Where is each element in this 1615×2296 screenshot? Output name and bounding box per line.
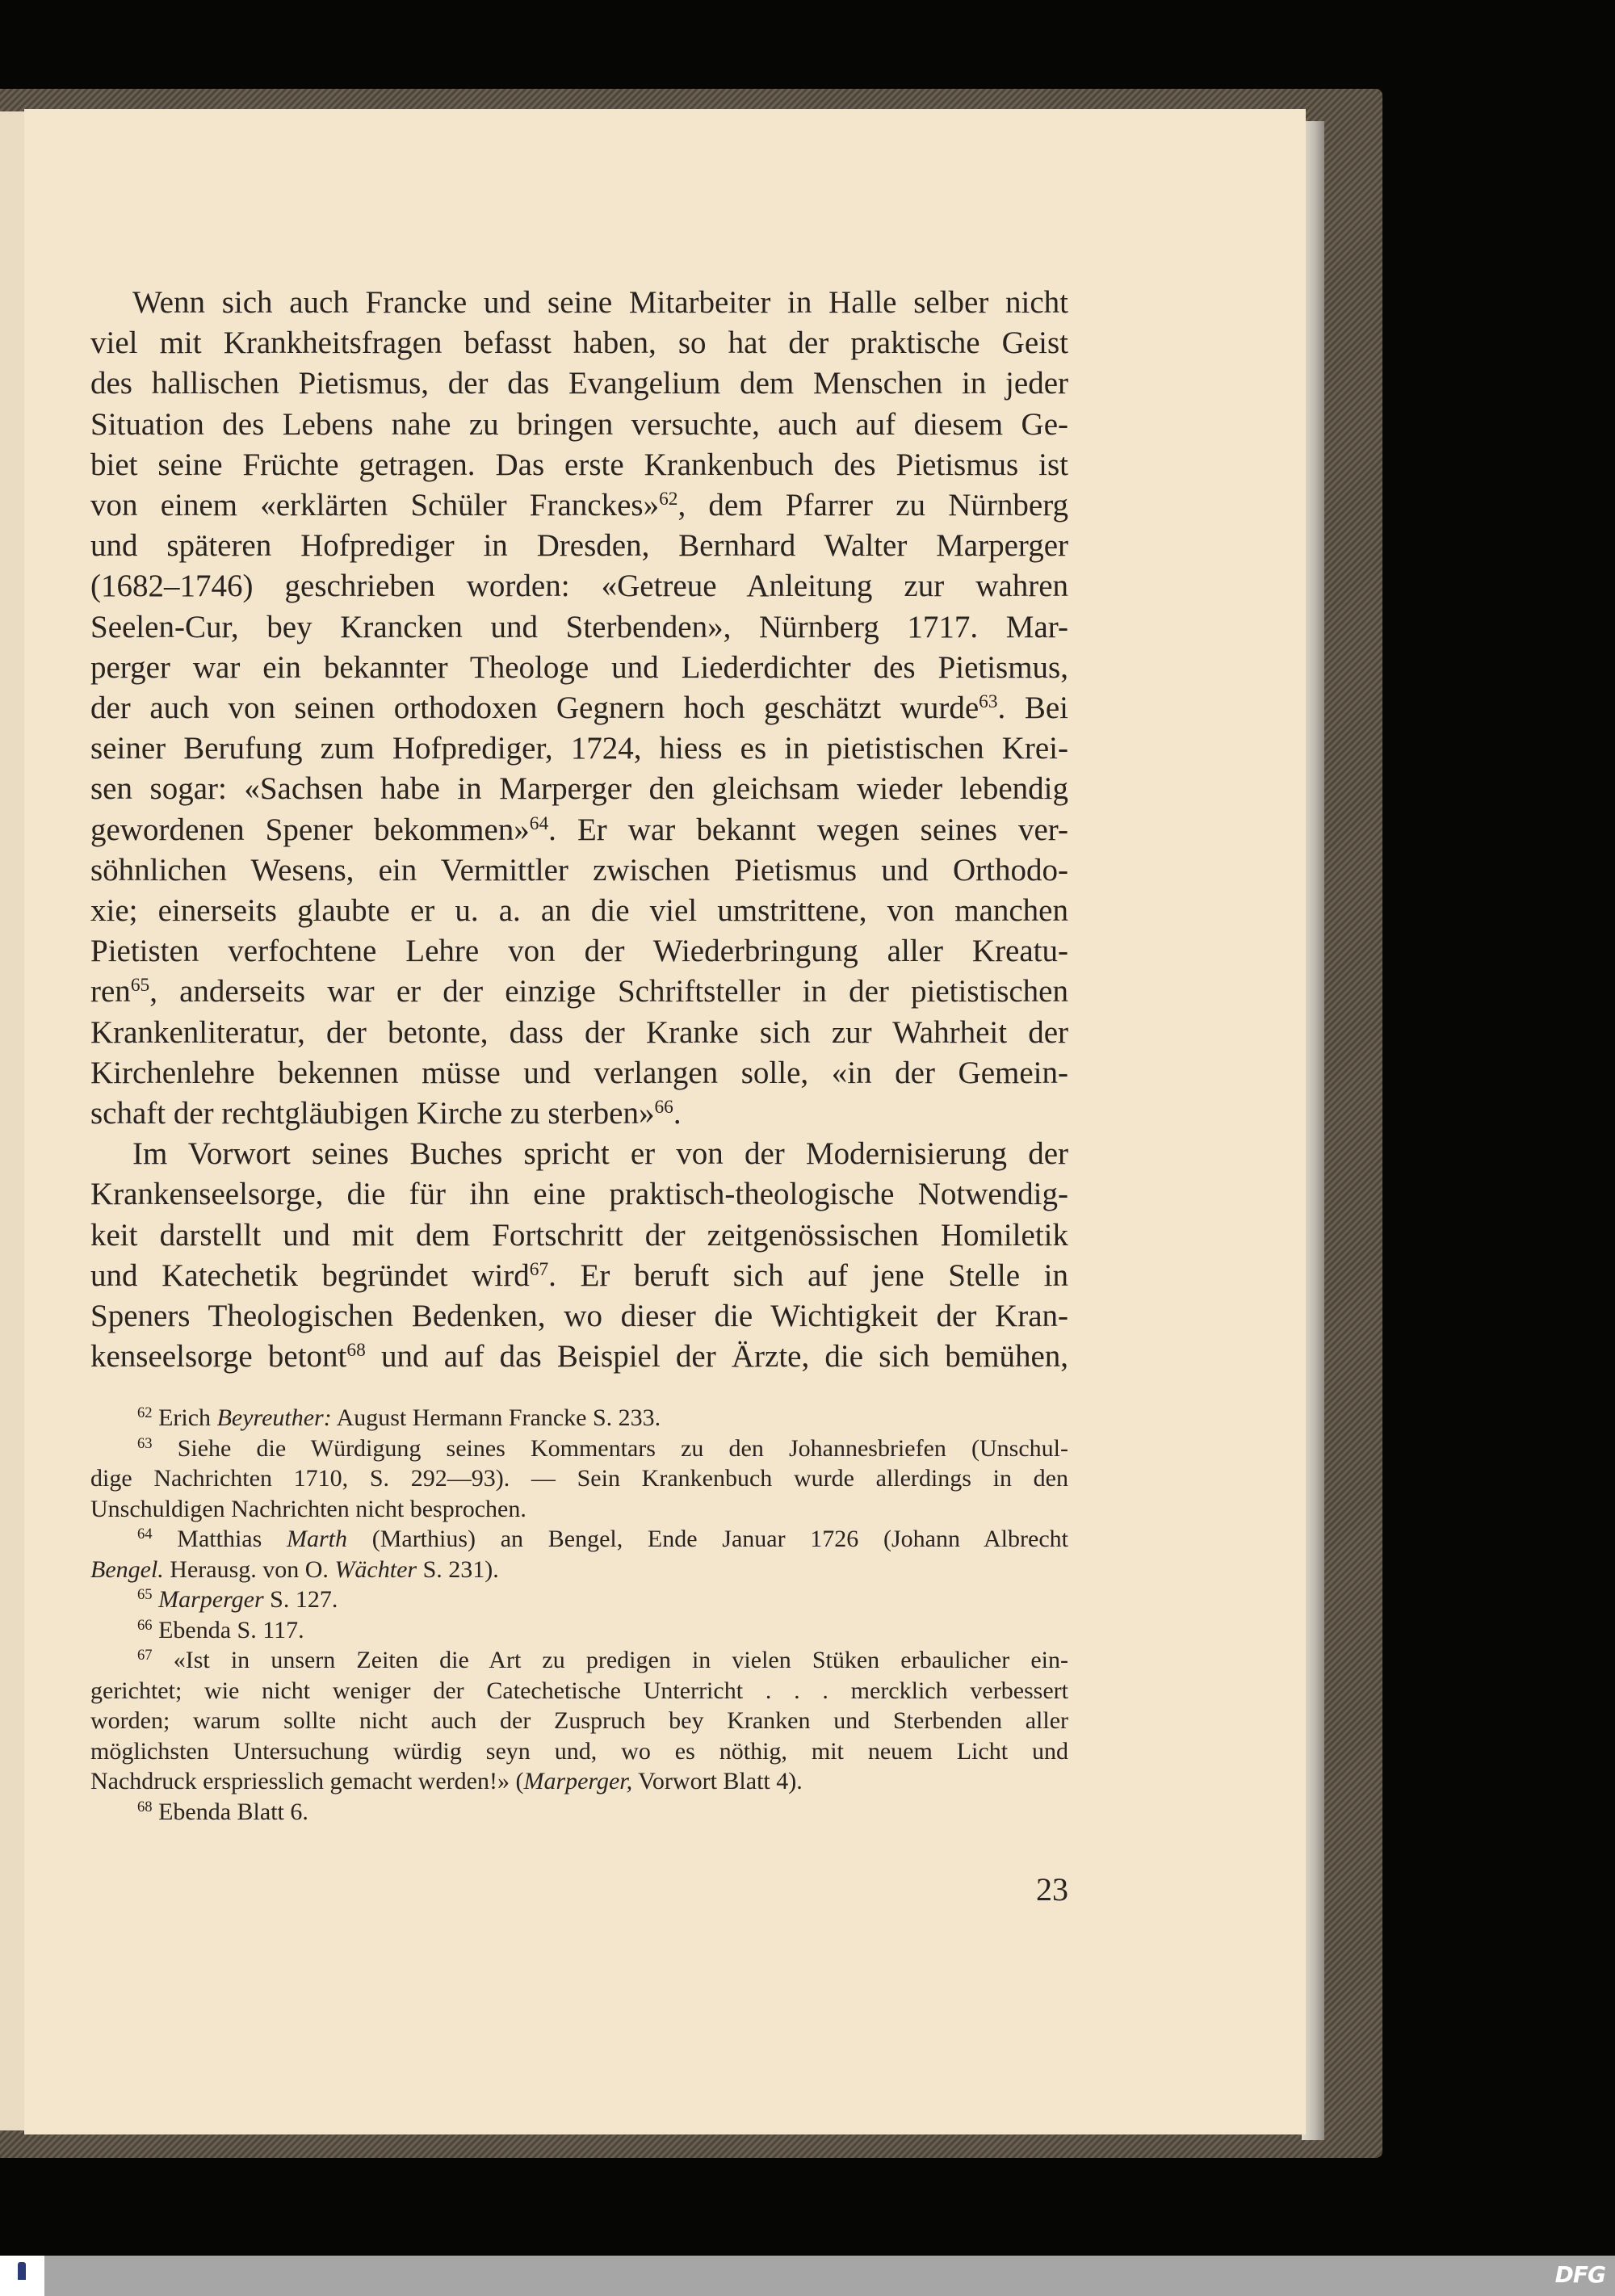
text-run: der auch von seinen orthodoxen Gegnern hoch geschätzt wurde <box>90 690 979 726</box>
text-run: «Ist in unsern Zeiten die Art zu predigen in vielen Stüken erbaulicher ein- <box>152 1647 1068 1673</box>
footnote-line <box>90 1524 1068 1555</box>
text-run: Situation des Lebens nahe zu bringen versuchte, auch auf diesem Ge- <box>90 406 1068 442</box>
text-run: Ebenda S. 117. <box>152 1616 304 1643</box>
footnote-ref: 67 <box>529 1259 549 1281</box>
body-line <box>90 769 1068 809</box>
body-line <box>90 1256 1068 1296</box>
italic-text: Marperger <box>158 1586 264 1613</box>
footnote-line <box>90 1585 1068 1615</box>
text-run: söhnlichen Wesens, ein Vermittler zwischen Pietismus und Orthodo- <box>90 852 1068 888</box>
footnote-line <box>90 1645 1068 1676</box>
body-line <box>90 931 1068 972</box>
text-run: sen sogar: «Sachsen habe in Marperger den gleichsam wieder lebendig <box>90 771 1068 807</box>
footnote-ref: 66 <box>137 1616 153 1634</box>
text-run <box>153 1586 159 1613</box>
italic-text: Wächter <box>334 1555 417 1583</box>
text-run: xie; einerseits glaubte er u. a. an die viel umstrittene, von manchen <box>90 893 1068 929</box>
text-run: von einem «erklärten Schüler Franckes» <box>90 488 660 523</box>
footnote-ref: 62 <box>659 489 678 510</box>
text-run: biet seine Früchte getragen. Das erste Krankenbuch des Pietismus ist <box>90 447 1068 482</box>
footnote-ref: 63 <box>979 691 998 713</box>
page-number: 23 <box>1036 1871 1068 1908</box>
text-run: Ebenda Blatt 6. <box>152 1798 308 1825</box>
text-run: . Bei <box>997 690 1068 726</box>
footnote-line <box>90 1433 1068 1464</box>
footnote-ref: 67 <box>137 1646 153 1664</box>
dfg-logo: DFG <box>1554 2261 1605 2288</box>
text-run: schaft der rechtgläubigen Kirche zu sterben» <box>90 1096 655 1131</box>
body-line <box>90 283 1068 323</box>
text-run: , dem Pfarrer zu Nürnberg <box>677 488 1068 523</box>
text-run: Vorwort Blatt 4). <box>632 1768 803 1794</box>
footnote-line <box>90 1463 1068 1494</box>
text-run: viel mit Krankheitsfragen befasst haben, so hat der praktische Geist <box>90 325 1068 361</box>
body-line <box>90 566 1068 607</box>
body-line <box>90 972 1068 1012</box>
text-run: . Er war bekannt wegen seines ver- <box>548 812 1069 847</box>
footnote-ref: 68 <box>137 1798 153 1815</box>
footnote-ref: 65 <box>130 975 150 997</box>
body-line <box>90 1174 1068 1215</box>
body-line <box>90 728 1068 769</box>
text-run: Nachdruck erspriesslich gemacht werden!» ( <box>90 1768 524 1794</box>
body-line <box>90 1337 1068 1377</box>
text-run: Erich <box>152 1404 217 1431</box>
footnote-ref: 65 <box>137 1585 153 1603</box>
footnote-ref: 63 <box>137 1434 153 1452</box>
body-line <box>90 1296 1068 1337</box>
footnote-line <box>90 1615 1068 1646</box>
body-line <box>90 810 1068 850</box>
text-run: (1682–1746) geschrieben worden: «Getreue Anleitung zur wahren <box>90 569 1068 604</box>
body-line <box>90 1093 1068 1134</box>
body-line <box>90 445 1068 485</box>
body-line <box>90 323 1068 363</box>
text-run: Herausg. von O. <box>163 1555 335 1583</box>
text-run: Matthias <box>152 1526 287 1552</box>
text-run: (Marthius) an Bengel, Ende Januar 1726 (Johann Albrecht <box>347 1526 1068 1552</box>
footnote-ref: 68 <box>346 1340 366 1362</box>
footnote-line <box>90 1555 1068 1585</box>
body-line <box>90 1013 1068 1053</box>
body-line <box>90 607 1068 648</box>
footnote-line <box>90 1736 1068 1767</box>
text-run: S. 231). <box>417 1555 499 1583</box>
text-run: perger war ein bekannter Theologe und Liederdichter des Pietismus, <box>90 649 1068 685</box>
library-logo-icon <box>0 2256 44 2296</box>
text-run: Krankenseelsorge, die für ihn eine praktisch-theologische Notwendig- <box>90 1177 1068 1212</box>
body-line <box>90 1215 1068 1256</box>
text-run: Wenn sich auch Francke und seine Mitarbeiter in Halle selber nicht <box>132 285 1068 320</box>
text-run: und auf das Beispiel der Ärzte, die sich bemühen, <box>365 1339 1068 1375</box>
text-run: keit darstellt und mit dem Fortschritt der zeitgenössischen Homiletik <box>90 1217 1068 1253</box>
body-line <box>90 891 1068 931</box>
body-text <box>90 283 1068 1377</box>
footnote-ref: 64 <box>137 1525 153 1543</box>
text-run: des hallischen Pietismus, der das Evangelium dem Menschen in jeder <box>90 366 1068 401</box>
body-line <box>90 688 1068 728</box>
text-run: , anderseits war er der einzige Schriftsteller in der pietistischen <box>149 974 1068 1009</box>
footnotes <box>90 1403 1068 1827</box>
text-run: dige Nachrichten 1710, S. 292—93). — Sein Krankenbuch wurde allerdings in den <box>90 1465 1068 1492</box>
footnote-line <box>90 1797 1068 1828</box>
text-run: . Er beruft sich auf jene Stelle in <box>548 1257 1068 1293</box>
footnote-line <box>90 1676 1068 1706</box>
body-line <box>90 363 1068 404</box>
previous-page-edge <box>0 111 24 2130</box>
body-line <box>90 526 1068 566</box>
italic-text: Beyreuther: <box>216 1404 332 1431</box>
text-run: Siehe die Würdigung seines Kommentars zu den Johannesbriefen (Unschul- <box>152 1434 1068 1462</box>
text-run: seiner Berufung zum Hofprediger, 1724, hiess es in pietistischen Krei- <box>90 731 1068 766</box>
text-run: und Katechetik begründet wird <box>90 1257 530 1293</box>
text-run: S. 127. <box>263 1586 338 1613</box>
text-run: Seelen-Cur, bey Krancken und Sterbenden», Nürnberg 1717. Mar- <box>90 609 1068 644</box>
body-line <box>90 485 1068 526</box>
text-run: Unschuldigen Nachrichten nicht besprochen. <box>90 1495 526 1522</box>
footnote-ref: 62 <box>137 1404 153 1421</box>
text-run: Im Vorwort seines Buches spricht er von der Modernisierung der <box>132 1136 1068 1172</box>
text-run: und späteren Hofprediger in Dresden, Bernhard Walter Marperger <box>90 528 1068 564</box>
body-line <box>90 405 1068 445</box>
body-line <box>90 1134 1068 1174</box>
text-run: gerichtet; wie nicht weniger der Catechetische Unterricht . . . mercklich verbessert <box>90 1677 1068 1704</box>
footnote-line <box>90 1766 1068 1797</box>
text-run: Pietisten verfochtene Lehre von der Wiederbringung aller Kreatu- <box>90 934 1068 969</box>
text-run: Kirchenlehre bekennen müsse und verlangen solle, «in der Gemein- <box>90 1055 1068 1090</box>
body-line <box>90 1053 1068 1093</box>
footnote-ref: 66 <box>654 1097 673 1119</box>
footnote-line <box>90 1403 1068 1433</box>
text-run: ren <box>90 974 131 1009</box>
italic-text: Marth <box>287 1526 347 1552</box>
italic-text: Marperger, <box>523 1768 633 1794</box>
text-run: gewordenen Spener bekommen» <box>90 812 530 847</box>
text-run: Speners Theologischen Bedenken, wo dieser die Wichtigkeit der Kran- <box>90 1299 1068 1334</box>
text-run: kenseelsorge betont <box>90 1339 347 1375</box>
text-run: August Hermann Francke S. 233. <box>331 1404 661 1431</box>
text-run: möglichsten Untersuchung würdig seyn und, wo es nöthig, mit neuem Licht und <box>90 1737 1068 1765</box>
footnote-line <box>90 1494 1068 1525</box>
footer-bar <box>0 2256 1615 2296</box>
text-run: worden; warum sollte nicht auch der Zuspruch bey Kranken und Sterbenden aller <box>90 1707 1068 1734</box>
text-run: . <box>673 1096 682 1131</box>
body-line <box>90 648 1068 688</box>
footnote-ref: 64 <box>529 812 549 834</box>
footnote-line <box>90 1706 1068 1736</box>
text-run: Krankenliteratur, der betonte, dass der Kranke sich zur Wahrheit der <box>90 1014 1068 1050</box>
body-line <box>90 850 1068 891</box>
italic-text: Bengel. <box>90 1555 164 1583</box>
